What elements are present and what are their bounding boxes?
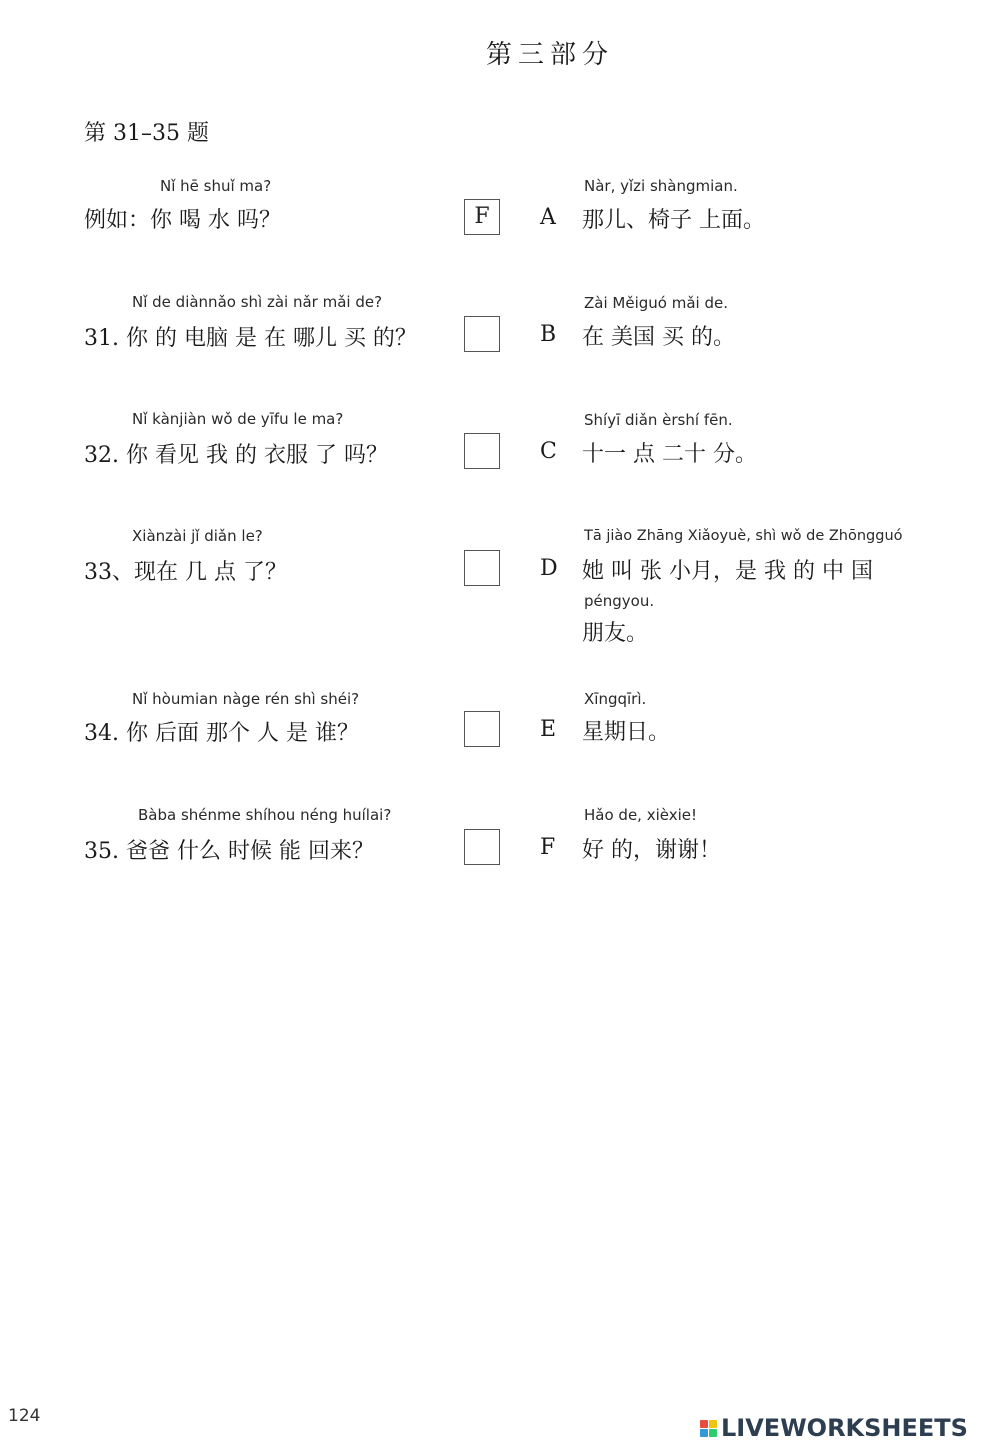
question-32-pinyin: Nǐ kànjiàn wǒ de yīfu le ma? [132,410,344,428]
option-b-letter: B [540,322,557,347]
question-34-text: 34. 你 后面 那个 人 是 谁？ [84,721,359,746]
option-d-pinyin: Tā jiào Zhāng Xiǎoyuè, shì wǒ de Zhōngguó [584,528,903,544]
question-33-answer-box[interactable] [464,550,500,586]
example-question-text: 例如：你 喝 水 吗？ [84,208,281,233]
example-answer-box: F [464,199,500,235]
example-question-pinyin: Nǐ hē shuǐ ma? [160,177,272,195]
question-35-text: 35. 爸爸 什么 时候 能 回来？ [84,839,374,864]
question-32-answer-box[interactable] [464,433,500,469]
logo-square-red [700,1420,708,1428]
option-c-pinyin: Shíyī diǎn èrshí fēn. [584,411,733,429]
option-d-pinyin-line2: péngyou. [584,592,655,610]
option-c-letter: C [540,439,557,464]
option-a-pinyin: Nàr, yǐzi shàngmian. [584,177,738,195]
logo-square-blue [700,1429,708,1437]
liveworksheets-brand[interactable] [700,1414,968,1442]
option-e-letter: E [540,717,557,742]
option-f-text: 好 的，谢谢！ [582,838,721,863]
option-a-letter: A [540,205,556,230]
option-f-pinyin: Hǎo de, xièxie! [584,806,697,824]
question-32-text: 32. 你 看见 我 的 衣服 了 吗？ [84,443,388,468]
page-number: 124 [8,1406,41,1426]
option-e-pinyin: Xīngqīrì. [584,690,647,708]
liveworksheets-logo-icon [700,1420,717,1437]
option-d-text-line2: 朋友。 [582,621,649,646]
option-d-text: 她 叫 张 小月，是 我 的 中 国 [582,559,873,584]
option-a-text: 那儿、椅子 上面。 [582,208,765,233]
option-b-pinyin: Zài Měiguó mǎi de. [584,294,728,312]
section-title: 第三部分 [485,40,614,70]
option-b-text: 在 美国 买 的。 [582,325,735,350]
logo-square-yellow [709,1420,717,1428]
question-33-text: 33、现在 几 点 了？ [84,560,287,585]
question-31-text: 31. 你 的 电脑 是 在 哪儿 买 的？ [84,326,417,351]
question-35-pinyin: Bàba shénme shíhou néng huílai? [138,806,392,824]
question-31-answer-box[interactable] [464,316,500,352]
question-34-pinyin: Nǐ hòumian nàge rén shì shéi? [132,690,360,708]
question-range-label: 第 31–35 题 [84,121,209,146]
question-31-pinyin: Nǐ de diànnǎo shì zài nǎr mǎi de? [132,293,383,311]
option-f-letter: F [540,835,556,860]
option-d-letter: D [540,556,558,581]
question-33-pinyin: Xiànzài jǐ diǎn le? [132,527,263,545]
liveworksheets-brand-name: LIVEWORKSHEETS [721,1414,968,1442]
option-c-text: 十一 点 二十 分。 [582,442,757,467]
question-34-answer-box[interactable] [464,711,500,747]
option-e-text: 星期日。 [582,720,671,745]
question-35-answer-box[interactable] [464,829,500,865]
logo-square-green [709,1429,717,1437]
